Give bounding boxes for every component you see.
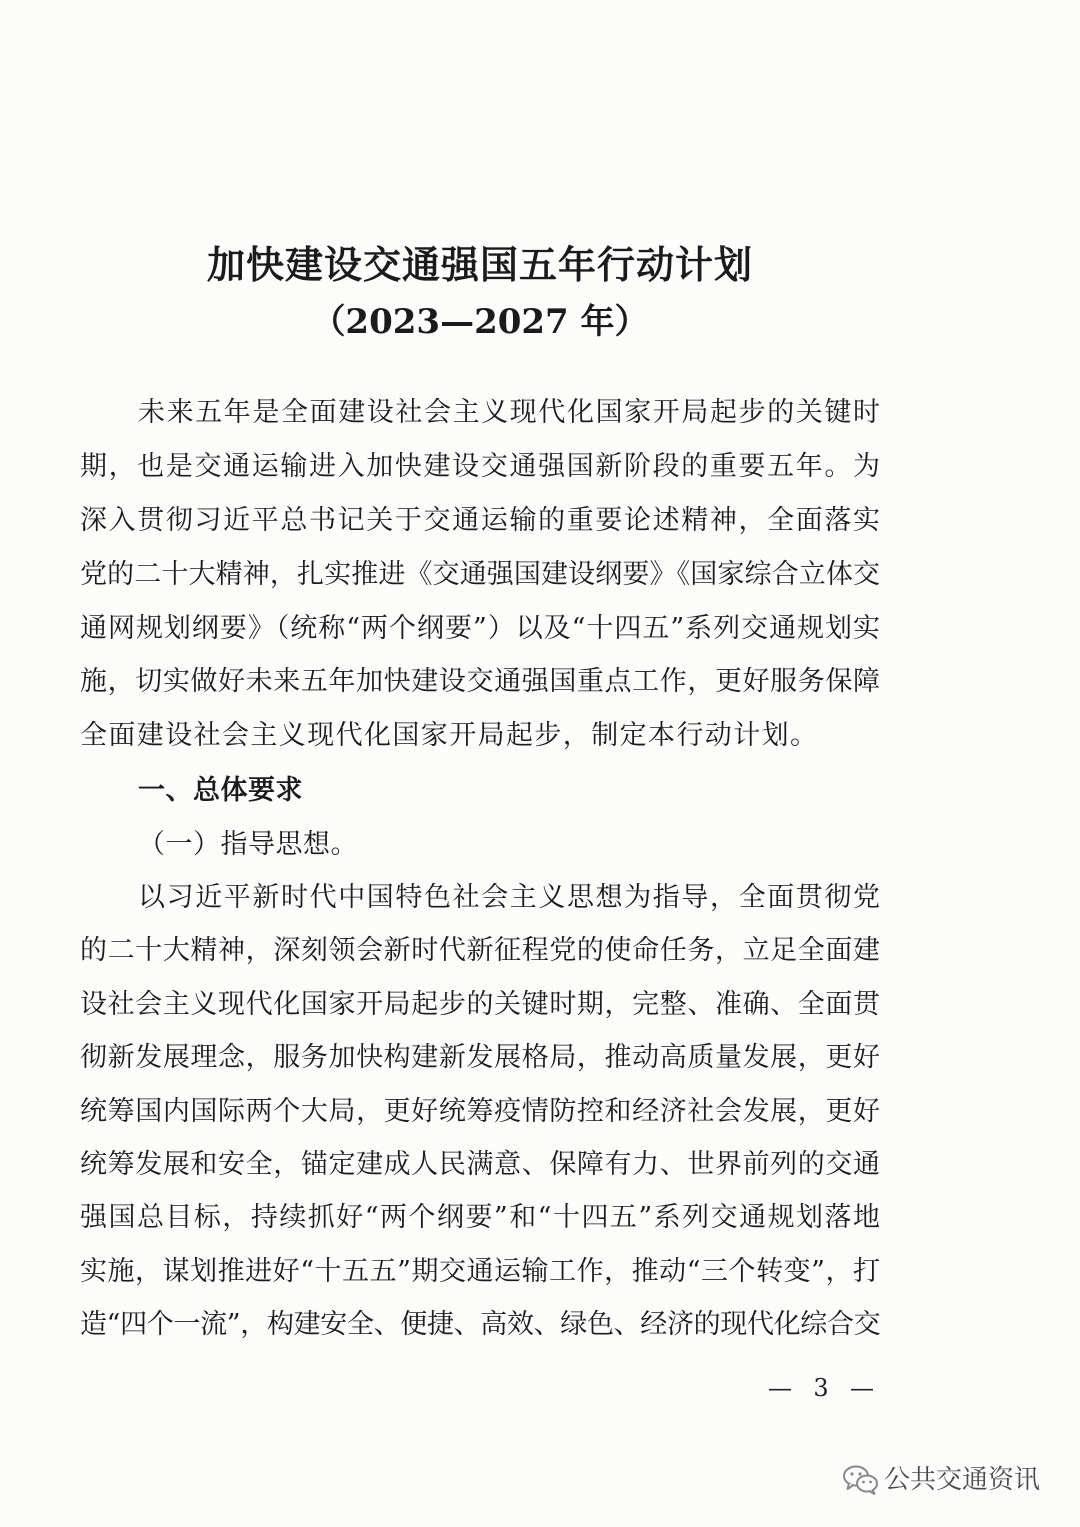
intro-line: 深入贯彻习近平总书记关于交通运输的重要论述精神，全面落实	[80, 505, 880, 536]
intro-line: 施，切实做好未来五年加快建设交通强国重点工作，更好服务保障	[80, 666, 880, 697]
guiding-line: 彻新发展理念，服务加快构建新发展格局，推动高质量发展，更好	[80, 1042, 880, 1073]
subsection-heading: （一）指导思想。	[138, 829, 358, 860]
guiding-line: 造“四个一流”，构建安全、便捷、高效、绿色、经济的现代化综合交	[80, 1309, 880, 1340]
watermark	[842, 1460, 1052, 1500]
guiding-line: 设社会主义现代化国家开局起步的关键时期，完整、准确、全面贯	[80, 989, 880, 1020]
guiding-line: 统筹国内国际两个大局，更好统筹疫情防控和经济社会发展，更好	[80, 1096, 880, 1127]
intro-line: 全面建设社会主义现代化国家开局起步，制定本行动计划。	[80, 720, 819, 751]
watermark-text: 公共交通资讯	[884, 1465, 1041, 1495]
intro-line: 未来五年是全面建设社会主义现代化国家开局起步的关键时	[138, 397, 880, 428]
wechat-icon	[842, 1464, 880, 1496]
intro-line: 通网规划纲要》（统称“两个纲要”）以及“十四五”系列交通规划实	[80, 613, 880, 644]
guiding-line: 统筹发展和安全，锚定建成人民满意、保障有力、世界前列的交通	[80, 1149, 880, 1180]
section-heading: 一、总体要求	[138, 775, 303, 806]
guiding-line: 实施，谋划推进好“十五五”期交通运输工作，推动“三个转变”，打	[80, 1256, 880, 1287]
guiding-line: 以习近平新时代中国特色社会主义思想为指导，全面贯彻党	[138, 882, 880, 913]
page-number: — 3 —	[768, 1374, 874, 1402]
intro-line: 期，也是交通运输进入加快建设交通强国新阶段的重要五年。为	[80, 451, 880, 482]
document-title: 加快建设交通强国五年行动计划	[206, 242, 753, 287]
intro-line: 党的二十大精神，扎实推进《交通强国建设纲要》《国家综合立体交	[80, 559, 880, 590]
guiding-line: 强国总目标，持续抓好“两个纲要”和“十四五”系列交通规划落地	[80, 1202, 880, 1233]
document-subtitle: （2023—2027 年）	[311, 302, 649, 342]
guiding-line: 的二十大精神，深刻领会新时代新征程党的使命任务，立足全面建	[80, 935, 880, 966]
